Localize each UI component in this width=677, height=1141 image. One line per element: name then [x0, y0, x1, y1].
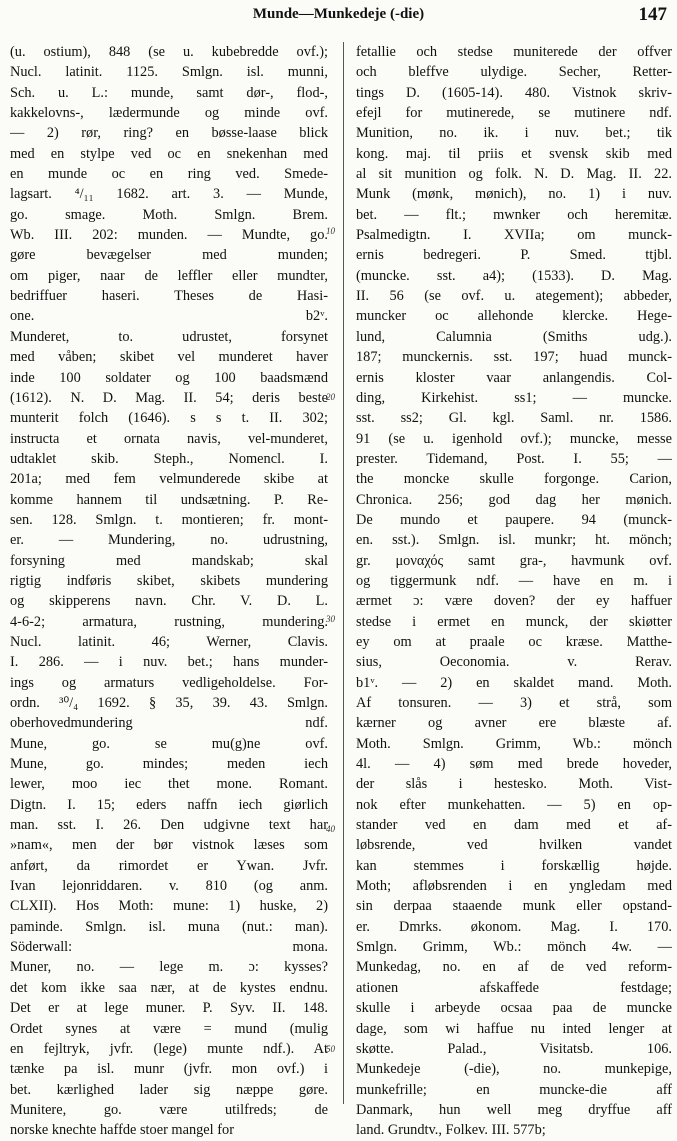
text-line: go. smage. Moth. Smlgn. Brem.	[10, 206, 328, 223]
text-line: bet. kærlighed lader sig næppe gøre.	[10, 1081, 328, 1098]
text-line: Munkedeje (-die), no. munkepige,	[356, 1061, 672, 1078]
text-line: bedriffuer haseri. Theses de Hasi-	[10, 288, 328, 305]
text-line: bet. — flt.; mwnker och heremitæ.	[356, 206, 672, 223]
text-line: der slås i hestesko. Moth. Vist-	[356, 776, 672, 793]
line-number-marker: 40	[326, 824, 335, 834]
text-line: Ivan lejonriddaren. v. 810 (og anm.	[10, 878, 328, 895]
text-line: Munkedag, no. en af de ved reform-	[356, 959, 672, 976]
text-line: instructa et ornata navis, vel-munderet,	[10, 430, 328, 447]
text-line: the moncke skulle forgonge. Carion,	[356, 471, 672, 488]
text-line: munkefrille; en muncke-die aff	[356, 1081, 672, 1098]
text-line: sen. 128. Smlgn. t. montieren; fr. mont-	[10, 511, 328, 528]
text-line: Af tonsuren. — 3) et strå, som	[356, 695, 672, 711]
text-line: och bleffve ulydige. Secher, Retter-	[356, 64, 672, 81]
text-line: Smlgn. Grimm, Wb.: mönch 4w. —	[356, 939, 672, 956]
text-line: Moth; afløbsrenden i en yngledam med	[356, 878, 672, 895]
page-header	[0, 4, 677, 26]
text-line: sst. ss2; Gl. kgl. Saml. nr. 1586.	[356, 410, 672, 427]
text-line: løbsrende, ved hvilken vandet	[356, 837, 672, 854]
text-line: CLXII). Hos Moth: mune: 1) huske, 2)	[10, 898, 328, 915]
text-line: — 2) rør, ring? en bøsse-laase blick	[10, 125, 328, 142]
text-line: Söderwall: mona.	[10, 939, 328, 956]
text-line: tænke pa isl. munr (jvfr. mon ovf.) i	[10, 1061, 328, 1078]
text-line: (muncke. sst. a4); (1533). D. Mag.	[356, 267, 672, 284]
text-line: ding, Kirkehist. ss1; — muncke.	[356, 389, 672, 406]
text-line: De mundo et paupere. 94 (munck-	[356, 511, 672, 528]
text-line: Munitere, go. være utilfreds; de	[10, 1101, 328, 1118]
text-line: Muner, no. — lege m. ɔ: kysses?	[10, 959, 328, 976]
text-line: lund, Calumnia (Smiths udg.).	[356, 328, 672, 345]
text-line: Munderet, to. udrustet, forsynet	[10, 328, 328, 345]
text-line: Moth. Smlgn. Grimm, Wb.: mönch	[356, 735, 672, 752]
text-line: rigtig indføris skibet, skibets mundering	[10, 572, 328, 589]
text-line: inde 100 soldater og 100 baadsmænd	[10, 369, 328, 386]
text-line: b1ᵛ. — 2) en skaldet mand. Moth.	[356, 674, 672, 691]
text-line: land. Grundtv., Folkev. III. 577b;	[356, 1122, 546, 1139]
text-line: lewer, moo iec thet mone. Romant.	[10, 776, 328, 793]
text-line: Mune, go. se mu(g)ne ovf.	[10, 735, 328, 752]
text-line: om piger, naar de leffler eller mundter,	[10, 267, 328, 284]
text-line: er. Dmrks. økonom. Mag. I. 170.	[356, 918, 672, 935]
text-line: og tiggermunk ndf. — have en m. i	[356, 572, 672, 589]
line-number-marker: 10	[326, 226, 335, 236]
text-line: ernis bedregeri. P. Smed. ttjbl.	[356, 247, 672, 264]
text-line: »nam«, men der bør vistnok læses som	[10, 837, 328, 854]
text-line: en. sst.). Smlgn. isl. munkr; ht. mönch;	[356, 532, 672, 549]
left-column	[10, 42, 328, 1139]
text-line: komme hannem til undsætning. P. Re-	[10, 491, 328, 508]
text-line: dage, som wi haffue nu inted lenger at	[356, 1020, 672, 1037]
text-line: norske knechte haffde stoer mangel for	[10, 1122, 234, 1139]
text-line: 187; munckernis. sst. 197; huad munck-	[356, 349, 672, 366]
text-line: Digtn. I. 15; eders naffn iech giørlich	[10, 796, 328, 813]
column-divider	[343, 42, 344, 1104]
text-line: Munk (mønk, mønich), no. 1) i nuv.	[356, 186, 672, 203]
text-line: Mune, go. mindes; meden iech	[10, 756, 328, 773]
text-line: en munde oc en ring ved. Smede-	[10, 166, 328, 183]
line-number-marker: 20	[326, 392, 335, 402]
line-number-marker: 50	[326, 1044, 335, 1054]
text-line: tings D. (1605-14). 480. Vistnok skriv-	[356, 84, 672, 101]
text-line: 201a; med fem velmunderede skibe at	[10, 471, 328, 488]
text-line: fetallie och stedse muniterede der offver	[356, 44, 672, 60]
text-line: kærner og avner ere blæste af.	[356, 715, 672, 732]
text-line: udtaklet skib. Steph., Nomencl. I.	[10, 450, 328, 467]
text-line: man. sst. I. 26. Den udgivne text har	[10, 817, 328, 834]
text-line: stander ved en dam med et af-	[356, 817, 672, 834]
text-line: 91 (se u. igenhold ovf.); muncke, messe	[356, 430, 672, 447]
text-line: one. b2ᵛ.	[10, 308, 328, 325]
text-line: gr. μοναχός samt gra-, havmunk ovf.	[356, 552, 672, 569]
text-line: ings og armaturs vedligeholdelse. For-	[10, 674, 328, 691]
text-line: nok efter munkehatten. — 5) en op-	[356, 796, 672, 813]
text-line: I. 286. — i nuv. bet.; hans munder-	[10, 654, 328, 671]
text-line: ationen afskaffede festdage;	[356, 979, 672, 996]
text-line: al sit munition og folk. N. D. Mag. II. 22.	[356, 166, 672, 183]
text-line: sius, Oeconomia. v. Rerav.	[356, 654, 672, 671]
line-number-marker: 30	[326, 614, 335, 624]
text-line: Nucl. latinit. 46; Werner, Clavis.	[10, 633, 328, 650]
text-line: kan stemmes i forskællig højde.	[356, 857, 672, 874]
text-line: skulle i arbeyde ocsaa paa de muncke	[356, 1000, 672, 1017]
text-line: sin derpaa staaende munk eller opstand-	[356, 898, 672, 915]
text-line: Wb. III. 202: munden. — Mundte, go.	[10, 227, 328, 244]
text-line: ordn. ³⁰/₄ 1692. § 35, 39. 43. Smlgn.	[10, 695, 328, 711]
text-line: med en stylpe ved oc en snekenhan med	[10, 145, 328, 162]
text-line: ey om at praale oc kræse. Matthe-	[356, 633, 672, 650]
text-line: Ordet synes at være = mund (mulig	[10, 1020, 328, 1037]
text-line: skøtte. Palad., Visitatsb. 106.	[356, 1040, 672, 1057]
text-line: en fejltryk, jvfr. (lege) munte ndf.). At	[10, 1040, 328, 1057]
text-line: Munition, no. ik. i nuv. bet.; tik	[356, 125, 672, 142]
text-line: Nucl. latinit. 1125. Smlgn. isl. munni,	[10, 64, 328, 81]
text-line: er. — Mundering, no. udrustning,	[10, 532, 328, 549]
text-line: kakkelovns-, lædermunde og minde ovf.	[10, 105, 328, 122]
text-line: prester. Tidemand, Post. I. 55; —	[356, 450, 672, 467]
text-line: paminde. Smlgn. isl. muna (nut.: man).	[10, 918, 328, 935]
text-line: ernis kloster vaar anlangendis. Col-	[356, 369, 672, 386]
text-line: ærmet ɔ: være doven? der ey haffuer	[356, 593, 672, 610]
text-line: lagsart. ⁴/₁₁ 1682. art. 3. — Munde,	[10, 186, 328, 203]
text-line: oberhovedmundering ndf.	[10, 715, 328, 732]
text-line: kong. maj. til priis et svensk skib med	[356, 145, 672, 162]
text-line: muncker oc allehonde klercke. Hege-	[356, 308, 672, 325]
page-number: 147	[638, 4, 667, 25]
text-line: Chronica. 256; god dag her mønich.	[356, 491, 672, 508]
running-title: Munde—Munkedeje (-die)	[252, 6, 425, 22]
text-line: det kom ikke saa nær, at de kystes endnu.	[10, 979, 328, 996]
text-line: II. 56 (se ovf. u. ategement); abbeder,	[356, 288, 672, 305]
text-line: Psalmedigtn. I. XVIIa; om munck-	[356, 227, 672, 244]
text-line: munterit folch (1646). s s t. II. 302;	[10, 410, 328, 427]
text-line: Danmark, hun well meg dryffue aff	[356, 1101, 672, 1118]
text-line: (u. ostium), 848 (se u. kubebredde ovf.);	[10, 44, 328, 60]
text-line: 4-6-2; armatura, rustning, mundering.	[10, 613, 328, 630]
text-line: anført, da rimordet er Ywan. Jvfr.	[10, 857, 328, 874]
text-line: og skipperens navn. Chr. V. D. L.	[10, 593, 328, 610]
text-line: 4l. — 4) søm med brede hoveder,	[356, 756, 672, 773]
right-column	[356, 42, 672, 1139]
text-line: gøre bevægelser med munden;	[10, 247, 328, 264]
text-line: Det er at lege muner. P. Syv. II. 148.	[10, 1000, 328, 1017]
text-line: forsyning med mandskab; skal	[10, 552, 328, 569]
text-line: (1612). N. D. Mag. II. 54; deris beste	[10, 389, 328, 406]
text-line: stedse i ermet en munck, der skiøtter	[356, 613, 672, 630]
text-line: med våben; skibet vel munderet haver	[10, 349, 328, 366]
text-line: efejl for mutinerede, se mutinere ndf.	[356, 105, 672, 122]
text-line: Sch. u. L.: munde, samt dør-, flod-,	[10, 84, 328, 101]
